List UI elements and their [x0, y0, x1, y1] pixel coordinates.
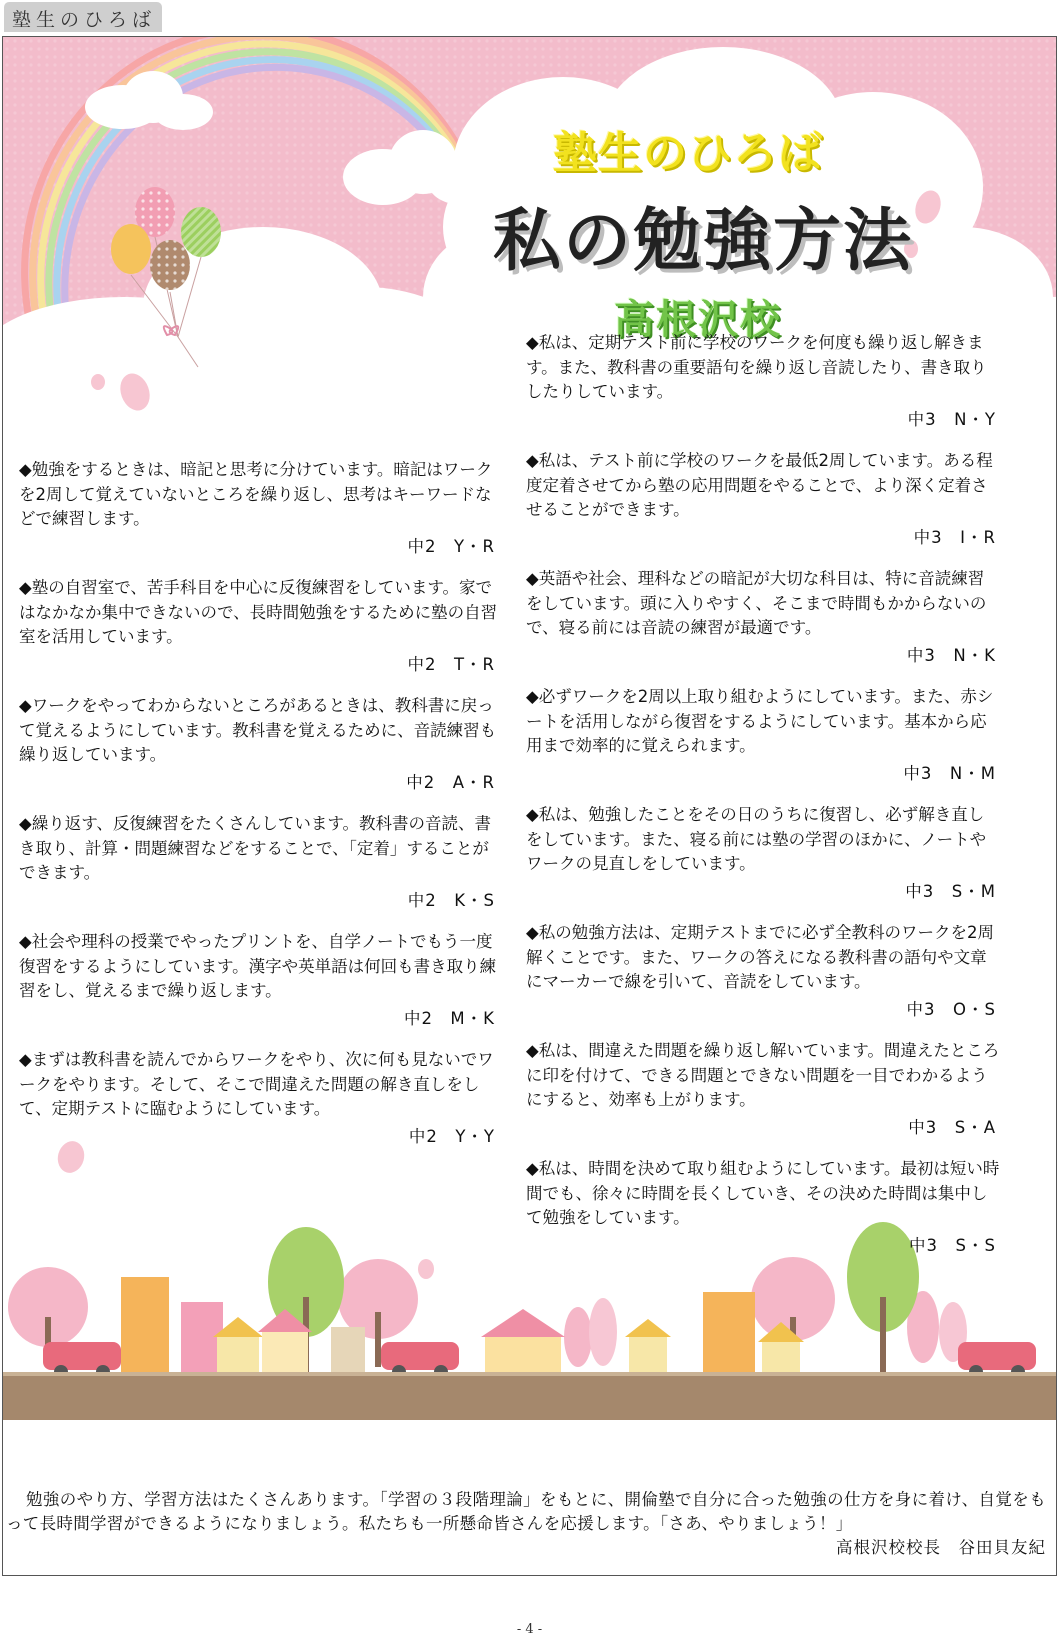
- entry-signature: 中3 N・K: [906, 645, 996, 665]
- page-number: - 4 -: [516, 1622, 543, 1637]
- page-title: 私の勉強方法: [492, 202, 913, 281]
- section-tab: 塾生のひろば: [4, 2, 162, 32]
- entry-left-1: [19, 458, 499, 559]
- entry-signature: 中2 T・R: [407, 654, 495, 674]
- entry-left-2: [19, 576, 499, 677]
- entry-text: ◆社会や理科の授業でやったプリントを、自学ノートでもう一度復習をするようにしています。漢字や英単語は何回も書き取り練習をし、覚えるまで繰り返します。: [19, 932, 497, 1000]
- entry-text: ◆私は、勉強したことをその日のうちに復習し、必ず解き直しをしています。また、寝る前には塾の学習のほかに、ノートやワークの見直しをしています。: [526, 805, 987, 873]
- entry-text: ◆私の勉強方法は、定期テストまでに必ず全教科のワークを2周解くことです。また、ワークの答えになる教科書の語句や文章にマーカーで線を引いて、音読をしています。: [526, 923, 995, 991]
- entry-signature: 中3 N・M: [903, 763, 996, 783]
- entry-text: ◆ワークをやってわからないところがあるときは、教科書に戻って覚えるようにしています。教科書を覚えるために、音読練習も繰り返しています。: [19, 696, 497, 764]
- entry-right-7: [526, 1039, 1000, 1140]
- entry-text: ◆繰り返す、反復練習をたくさんしています。教科書の音読、書き取り、計算・問題練習などをすることで、「定着」することができます。: [19, 814, 492, 882]
- entry-right-1: [526, 331, 1000, 432]
- entry-text: ◆私は、定期テスト前に学校のワークを何度も繰り返し解きます。また、教科書の重要語句を繰り返し音読したり、書き取りしたりしています。: [526, 333, 987, 401]
- entry-signature: 中3 S・M: [905, 881, 996, 901]
- entry-left-3: [19, 694, 499, 795]
- entry-left-5: [19, 930, 499, 1031]
- ground: [3, 1372, 1057, 1420]
- entry-signature: 中3 N・Y: [907, 409, 996, 429]
- entry-signature: 中3 S・S: [909, 1235, 996, 1255]
- entry-signature: 中3 O・S: [906, 999, 996, 1019]
- entry-text: ◆まずは教科書を読んでからワークをやり、次に何も見ないでワークをやります。そして、そこで間違えた問題の解き直しをして、定期テストに臨むようにしています。: [19, 1050, 494, 1118]
- entry-text: ◆英語や社会、理科などの暗記が大切な科目は、特に音読練習をしています。頭に入りやすく、そこまで時間もかからないので、寝る前には音読の練習が最適です。: [526, 569, 987, 637]
- entry-text: ◆必ずワークを2周以上取り組むようにしています。また、赤シートを活用しながら復習をするようにしています。基本から応用まで効率的に覚えられます。: [526, 687, 994, 755]
- entry-right-8: [526, 1157, 1000, 1258]
- entry-text: ◆塾の自習室で、苦手科目を中心に反復練習をしています。家ではなかなか集中できないので、長時間勉強をするために塾の自習室を活用しています。: [19, 578, 498, 646]
- entry-text: ◆勉強をするときは、暗記と思考に分けています。暗記はワークを2周して覚えていないところを繰り返し、思考はキーワードなどで練習します。: [19, 460, 493, 528]
- entry-right-5: [526, 803, 1000, 904]
- entry-right-6: [526, 921, 1000, 1022]
- entry-left-4: [19, 812, 499, 913]
- entry-right-2: [526, 449, 1000, 550]
- entry-text: ◆私は、テスト前に学校のワークを最低2周しています。ある程度定着させてから塾の応用問題をやることで、より深く定着させることができます。: [526, 451, 993, 519]
- entry-signature: 中2 Y・R: [407, 536, 495, 556]
- entry-left-6: [19, 1048, 499, 1149]
- title-block: [443, 117, 1003, 345]
- entry-right-3: [526, 567, 1000, 668]
- title-subtitle: 塾生のひろば: [553, 128, 823, 179]
- entry-signature: 中2 Y・Y: [408, 1126, 495, 1146]
- principal-message: [6, 1488, 1046, 1560]
- school-name: 高根沢校: [614, 297, 782, 343]
- entry-signature: 中3 I・R: [913, 527, 996, 547]
- principal-name: 高根沢校校長 谷田貝友紀: [836, 1538, 1046, 1557]
- entry-text: ◆私は、時間を決めて取り組むようにしています。最初は短い時間でも、徐々に時間を長くしていき、その決めた時間は集中して勉強をしています。: [526, 1159, 1000, 1227]
- principal-message-text: 勉強のやり方、学習方法はたくさんあります。「学習の３段階理論」をもとに、開倫塾で自分に合った勉強の仕方を身に着け、自覚をもって長時間学習ができるようになりましょう。私たちも一所懸命皆さんを応援します。「さあ、やりましょう！」: [6, 1490, 1046, 1533]
- entry-signature: 中3 S・A: [908, 1117, 996, 1137]
- page-frame: [2, 36, 1057, 1576]
- entry-signature: 中2 M・K: [403, 1008, 495, 1028]
- entry-text: ◆私は、間違えた問題を繰り返し解いています。間違えたところに印を付けて、できる問題とできない問題を一目でわかるようにすると、効率も上がります。: [526, 1041, 1000, 1109]
- entry-right-4: [526, 685, 1000, 786]
- entry-signature: 中2 K・S: [407, 890, 495, 910]
- entry-signature: 中2 A・R: [406, 772, 495, 792]
